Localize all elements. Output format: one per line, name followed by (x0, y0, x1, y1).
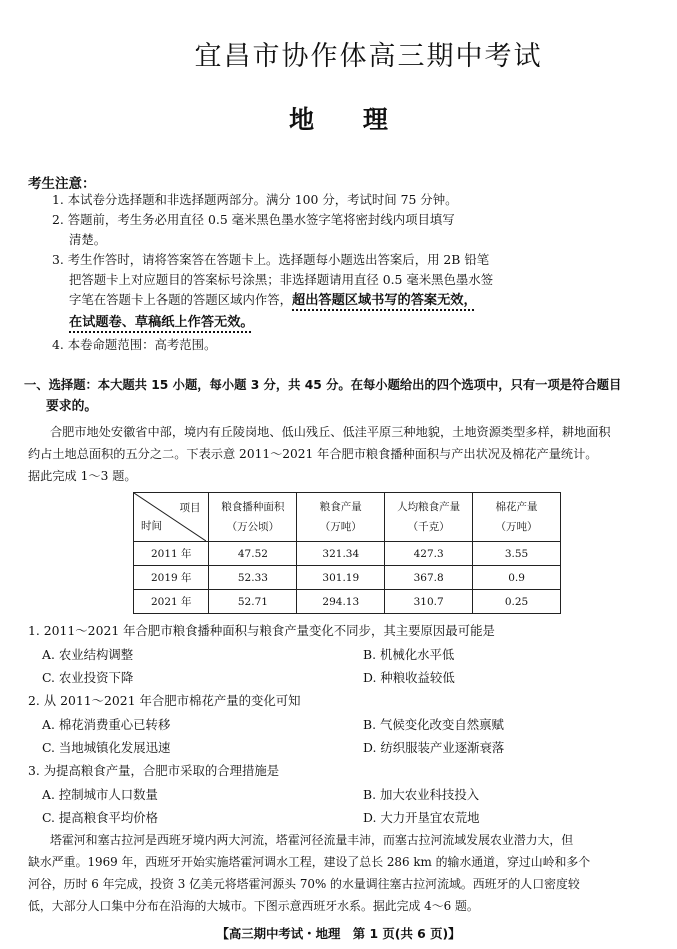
table-row (134, 542, 561, 566)
data-table (133, 492, 561, 614)
notice-item-3b: 把答题卡上对应题目的答案标号涂黑；非选择题请用直径 0.5 毫米黑色墨水签 (69, 272, 494, 287)
passage1-line-3: 据此完成 1～3 题。 (28, 469, 137, 483)
question-2-option-b: B. 气候变化改变自然禀赋 (363, 717, 504, 732)
notice-item-2b: 清楚。 (69, 232, 107, 247)
cell-per-capita: 427.3 (385, 542, 473, 566)
notice-item-2a: 2. 答题前，考生务必用直径 0.5 毫米黑色墨水签字笔将密封线内项目填写 (52, 212, 455, 227)
exam-title: 宜昌市协作体高三期中考试 (194, 41, 543, 72)
question-3-stem: 3. 为提高粮食产量，合肥市采取的合理措施是 (28, 763, 280, 778)
cell-grain: 301.19 (297, 566, 385, 590)
passage2-line-4: 低，大部分人口集中分布在沿海的大城市。下图示意西班牙水系。据此完成 4～6 题。 (28, 899, 479, 913)
question-3-option-d: D. 大力开垦宜农荒地 (363, 810, 480, 825)
question-2-option-a: A. 棉花消费重心已转移 (42, 717, 171, 732)
passage1-line-1: 合肥市地处安徽省中部，境内有丘陵岗地、低山残丘、低洼平原三种地貌，土地资源类型多样，耕地面积 (50, 425, 611, 439)
section-heading-line-2: 要求的。 (46, 399, 98, 414)
question-3-option-a: A. 控制城市人口数量 (42, 787, 158, 802)
cell-grain: 321.34 (297, 542, 385, 566)
passage1-line-2: 约占土地总面积的五分之二。下表示意 2011～2021 年合肥市粮食播种面积与产出状况及棉花产量统计。 (28, 447, 598, 461)
cell-area: 52.71 (209, 590, 297, 614)
section-heading-line-1: 一、选择题：本大题共 15 小题，每小题 3 分，共 45 分。在每小题给出的四个选项中，只有一项是符合题目 (24, 378, 622, 392)
notice-item-1: 1. 本试卷分选择题和非选择题两部分。满分 100 分，考试时间 75 分钟。 (52, 192, 458, 207)
cell-per-capita: 367.8 (385, 566, 473, 590)
question-3-option-b: B. 加大农业科技投入 (363, 787, 480, 802)
notice-item-3a: 3. 考生作答时，请将答案答在答题卡上。选择题每小题选出答案后，用 2B 铅笔 (52, 252, 490, 267)
cell-area: 47.52 (209, 542, 297, 566)
question-1-option-d: D. 种粮收益较低 (363, 670, 455, 685)
question-2-option-d: D. 纺织服装产业逐渐衰落 (363, 740, 505, 755)
table-corner-cell (134, 493, 209, 542)
col-unit: （万吨） (319, 521, 362, 533)
cell-area: 52.33 (209, 566, 297, 590)
question-1-option-c: C. 农业投资下降 (42, 670, 134, 685)
col-header-grain (297, 493, 385, 542)
cell-cotton: 0.25 (473, 590, 561, 614)
col-unit: （万公顷） (226, 521, 280, 533)
notice-item-3d (69, 312, 254, 333)
question-2-option-c: C. 当地城镇化发展迅速 (42, 740, 171, 755)
notice-warning-1: 超出答题区域书写的答案无效， (292, 293, 477, 308)
question-1-option-a: A. 农业结构调整 (42, 647, 134, 662)
col-header-area (209, 493, 297, 542)
cell-cotton: 0.9 (473, 566, 561, 590)
page-footer: 【高三期中考试・地理 第 1 页(共 6 页)】 (216, 926, 461, 941)
question-1-option-b: B. 机械化水平低 (363, 647, 455, 662)
notice-item-4: 4. 本卷命题范围：高考范围。 (52, 337, 217, 352)
notice-warning-2: 在试题卷、草稿纸上作答无效。 (69, 315, 254, 330)
question-2-stem: 2. 从 2011～2021 年合肥市棉花产量的变化可知 (28, 693, 301, 708)
cell-year: 2019 年 (134, 566, 209, 590)
col-unit: （万吨） (495, 521, 538, 533)
cell-per-capita: 310.7 (385, 590, 473, 614)
col-header-per-capita (385, 493, 473, 542)
table-row (134, 590, 561, 614)
corner-time-label: 时间 (141, 520, 162, 532)
col-name: 人均粮食产量 (397, 501, 461, 513)
section-heading (24, 374, 659, 418)
table-header-row (134, 493, 561, 542)
cell-grain: 294.13 (297, 590, 385, 614)
passage2-line-1: 塔霍河和塞古拉河是西班牙境内两大河流，塔霍河径流量丰沛，而塞古拉河流域发展农业潜力大，但 (50, 833, 574, 847)
cell-cotton: 3.55 (473, 542, 561, 566)
question-3-option-c: C. 提高粮食平均价格 (42, 810, 159, 825)
passage2-line-2: 缺水严重。1969 年，西班牙开始实施塔霍河调水工程，建设了总长 286 km 的输水通道，穿过山岭和多个 (28, 855, 591, 869)
col-name: 棉花产量 (495, 501, 538, 513)
notice-heading: 考生注意： (28, 176, 96, 192)
col-header-cotton (473, 493, 561, 542)
cell-year: 2011 年 (134, 542, 209, 566)
passage2-line-3: 河谷，历时 6 年完成，投资 3 亿美元将塔霍河源头 70% 的水量调往塞古拉河流域。西班牙的人口密度较 (28, 877, 580, 891)
col-unit: （千克） (407, 521, 450, 533)
table-row (134, 566, 561, 590)
notice-item-3c-plain: 字笔在答题卡上各题的答题区域内作答， (69, 292, 293, 307)
question-1-stem: 1. 2011～2021 年合肥市粮食播种面积与粮食产量变化不同步，其主要原因最可能是 (28, 623, 495, 638)
cell-year: 2021 年 (134, 590, 209, 614)
corner-item-label: 项目 (179, 502, 201, 514)
notice-item-3c (69, 290, 477, 311)
col-name: 粮食播种面积 (221, 501, 285, 513)
subject-title: 地 理 (289, 105, 388, 134)
col-name: 粮食产量 (319, 501, 362, 513)
